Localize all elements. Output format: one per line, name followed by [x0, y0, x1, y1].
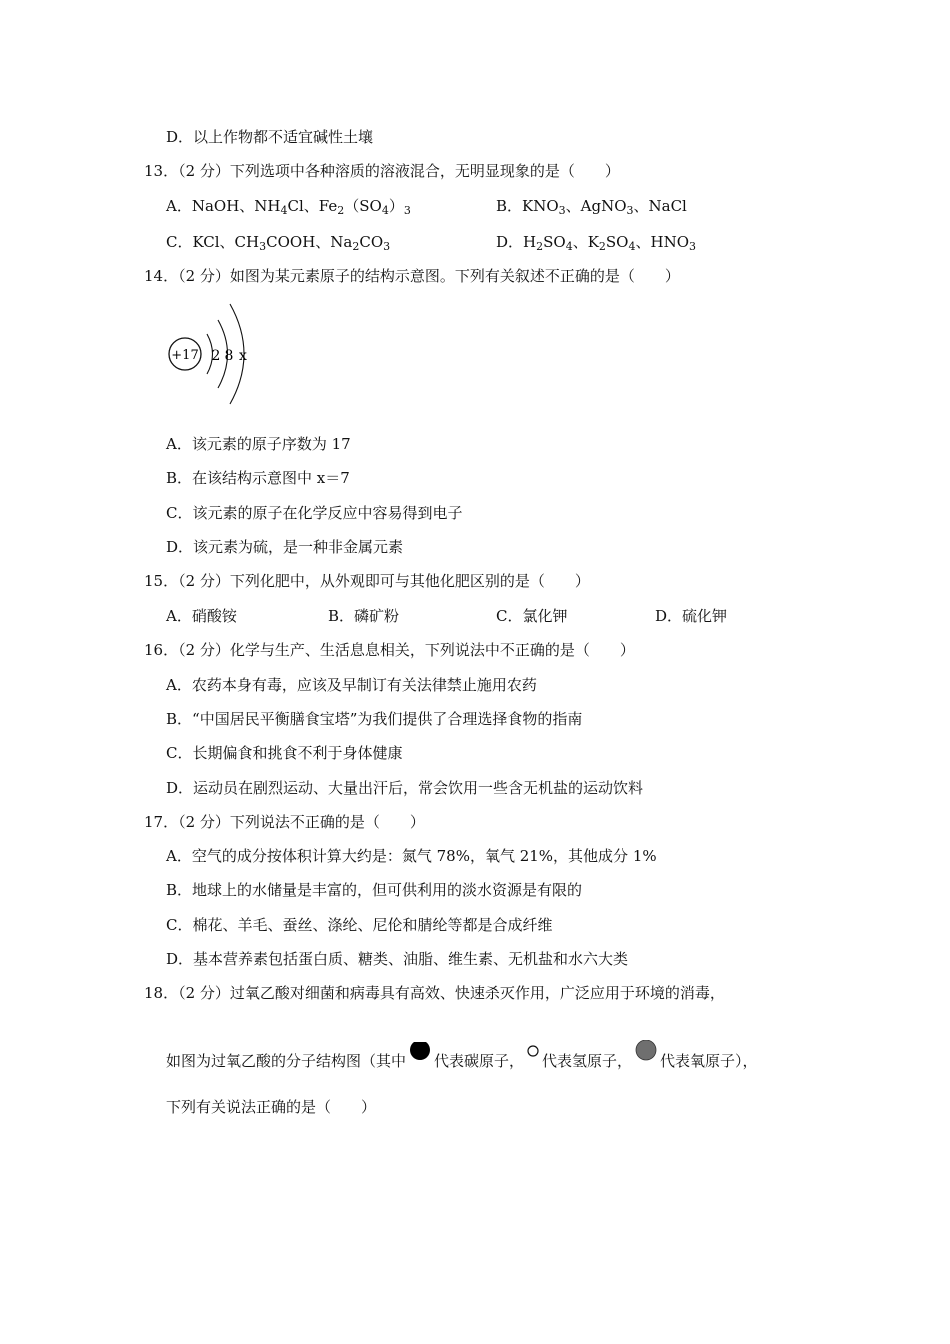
q14-option-b: B．在该结构示意图中 x＝7 — [166, 469, 350, 487]
q15-option-a: A．硝酸铵 — [166, 607, 237, 625]
oxygen-atom-icon — [634, 1040, 658, 1064]
shell-1-electrons: 2 — [211, 348, 221, 364]
q17-option-a: A．空气的成分按体积计算大约是：氮气 78%，氧气 21%，其他成分 1% — [166, 847, 657, 865]
q13-option-c: C．KCl、$CH_3COOH$、$Na_2CO_3$ — [166, 233, 391, 253]
q13-stem: 13．（2 分）下列选项中各种溶质的溶液混合，无明显现象的是（ ） — [144, 162, 620, 180]
q17-option-b: B．地球上的水储量是丰富的，但可供利用的淡水资源是有限的 — [166, 881, 583, 899]
q14-option-c: C．该元素的原子在化学反应中容易得到电子 — [166, 504, 463, 522]
q17-option-c: C．棉花、羊毛、蚕丝、涤纶、尼伦和腈纶等都是合成纤维 — [166, 916, 553, 934]
q18-legend-line: 如图为过氧乙酸的分子结构图（其中 代表碳原子， 代表氢原子， 代表氧原子）， — [166, 1040, 758, 1071]
q18-stem: 18．（2 分）过氧乙酸对细菌和病毒具有高效、快速杀灭作用，广泛应用于环境的消毒， — [144, 984, 725, 1002]
q15-stem: 15．（2 分）下列化肥中，从外观即可与其他化肥区别的是（ ） — [144, 572, 590, 590]
carbon-atom-icon — [408, 1042, 432, 1066]
q13-option-a: A．NaOH、$NH_4Cl$、$Fe_2(SO_4)_3$ — [166, 197, 411, 217]
hydrogen-atom-icon — [526, 1044, 540, 1064]
nucleus-charge: +17 — [171, 348, 199, 363]
q16-stem: 16．（2 分）化学与生产、生活息息相关，下列说法中不正确的是（ ） — [144, 641, 635, 659]
q17-stem: 17．（2 分）下列说法不正确的是（ ） — [144, 813, 425, 831]
q15-option-b: B．磷矿粉 — [328, 607, 400, 625]
q15-option-c: C．氯化钾 — [496, 607, 568, 625]
shell-3-electrons: x — [239, 348, 247, 364]
q16-option-b: B．“中国居民平衡膳食宝塔”为我们提供了合理选择食物的指南 — [166, 710, 583, 728]
q16-option-c: C．长期偏食和挑食不利于身体健康 — [166, 744, 403, 762]
atom-structure-diagram — [160, 296, 270, 410]
q15-option-d: D．硫化钾 — [655, 607, 728, 625]
shell-2-electrons: 8 — [224, 348, 234, 364]
q13-option-b: B．$KNO_3$、AgNO$_3$、NaCl — [496, 197, 687, 217]
q16-option-a: A．农药本身有毒，应该及早制订有关法律禁止施用农药 — [166, 676, 537, 694]
q13-option-d: D．$H_2SO_4$、$K_2SO_4$、$HNO_3$ — [496, 233, 696, 253]
q18-question-line: 下列有关说法正确的是（ ） — [166, 1098, 377, 1116]
q14-stem: 14．（2 分）如图为某元素原子的结构示意图。下列有关叙述不正确的是（ ） — [144, 267, 680, 285]
q14-option-a: A．该元素的原子序数为 17 — [166, 435, 351, 453]
q17-option-d: D．基本营养素包括蛋白质、糖类、油脂、维生素、无机盐和水六大类 — [166, 950, 629, 968]
q16-option-d: D．运动员在剧烈运动、大量出汗后，常会饮用一些含无机盐的运动饮料 — [166, 779, 644, 797]
q12-option-d: D．以上作物都不适宜碱性土壤 — [166, 128, 374, 146]
q14-option-d: D．该元素为硫，是一种非金属元素 — [166, 538, 404, 556]
